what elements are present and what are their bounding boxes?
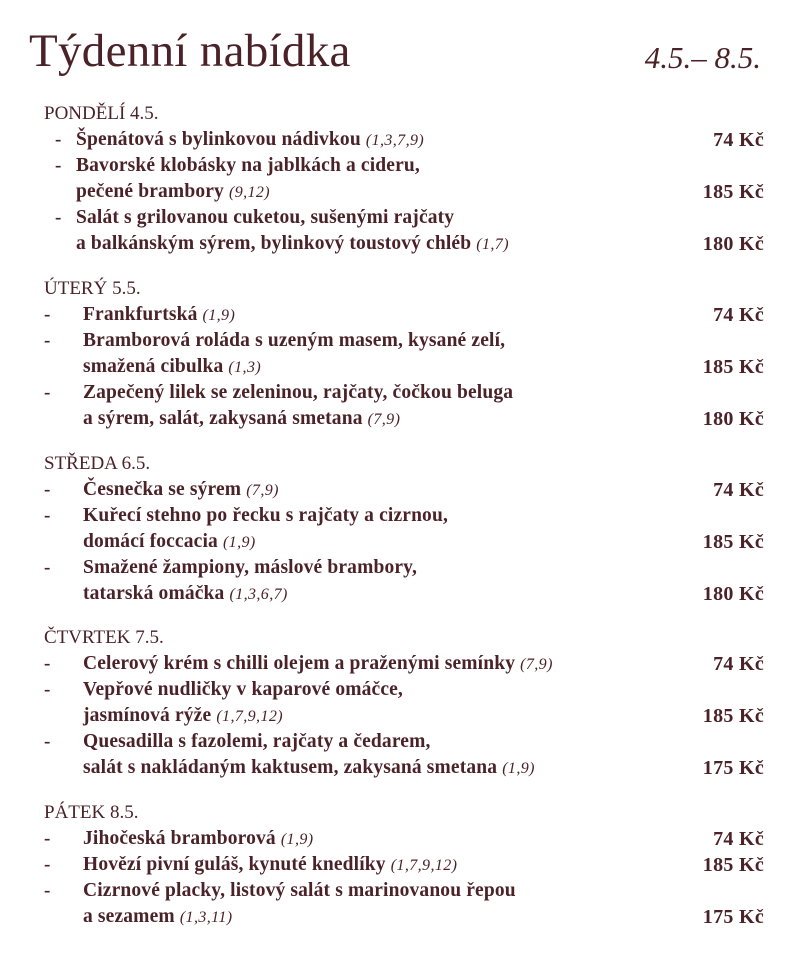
item-allergens: (9,12) (228, 184, 271, 201)
item-dash: - (44, 653, 51, 674)
item-name-text: Smažené žampiony, máslové brambory, (83, 557, 418, 578)
item-price: 74 Kč (713, 653, 764, 675)
item-name-line (83, 653, 553, 675)
item-name-text: a sýrem, salát, zakysaná smetana (83, 408, 363, 429)
item-name-text: Česnečka se sýrem (83, 479, 242, 500)
item-price: 180 Kč (702, 233, 764, 255)
item-name-text: Kuřecí stehno po řecku s rajčaty a cizrnou, (83, 505, 448, 526)
item-name-line (76, 181, 270, 203)
day-header: ČTVRTEK 7.5. (44, 627, 164, 648)
item-name-text: Bramborová roláda s uzeným masem, kysané zelí, (83, 330, 506, 351)
item-price: 180 Kč (702, 408, 764, 430)
item-allergens: (1,9) (280, 831, 314, 848)
item-allergens: (1,7) (476, 236, 509, 253)
item-name-text: domácí foccacia (83, 531, 218, 552)
item-dash: - (55, 155, 62, 176)
item-name-text: jasmínová rýže (83, 705, 212, 726)
item-price: 74 Kč (713, 828, 764, 850)
item-price: 74 Kč (713, 479, 764, 501)
item-price: 185 Kč (702, 356, 764, 378)
item-name-line (83, 330, 505, 352)
item-dash: - (44, 880, 51, 901)
item-name-text: Celerový krém s chilli olejem a praženými semínky (83, 653, 516, 674)
item-name-text: Salát s grilovanou cuketou, sušenými rajčaty (76, 207, 455, 228)
item-allergens: (1,7,9,12) (390, 857, 458, 874)
item-dash: - (44, 854, 51, 875)
item-name-line (83, 828, 313, 850)
item-dash: - (55, 207, 62, 228)
item-allergens: (7,9) (520, 656, 553, 673)
item-price: 185 Kč (702, 705, 764, 727)
item-dash: - (44, 679, 51, 700)
item-dash: - (44, 731, 51, 752)
item-dash: - (44, 505, 51, 526)
item-name-line (83, 304, 235, 326)
day-header: PÁTEK 8.5. (44, 802, 139, 823)
day-header: STŘEDA 6.5. (44, 453, 151, 474)
page-title: Týdenní nabídka (29, 25, 351, 77)
item-name-text: salát s nakládaným kaktusem, zakysaná smetana (83, 757, 498, 778)
item-name-line (76, 155, 420, 177)
item-allergens: (1,7,9,12) (216, 708, 283, 725)
item-name-line (83, 356, 261, 378)
item-allergens: (1,9) (202, 307, 236, 324)
item-allergens: (1,3,11) (179, 909, 233, 926)
date-range: 4.5.– 8.5. (644, 40, 761, 75)
item-name-text: Špenátová s bylinkovou nádivkou (76, 129, 361, 150)
item-name-line (83, 505, 448, 527)
item-name-line (83, 382, 513, 404)
item-name-text: a balkánským sýrem, bylinkový toustový chléb (76, 233, 472, 254)
item-price: 180 Kč (702, 583, 764, 605)
item-name-line (83, 408, 400, 430)
item-name-line (83, 854, 457, 876)
item-name-line (83, 880, 516, 902)
item-name-text: Hovězí pivní guláš, kynuté knedlíky (83, 854, 386, 875)
item-price: 185 Kč (702, 531, 764, 553)
item-name-line (83, 531, 256, 553)
item-allergens: (1,9) (502, 760, 535, 777)
item-name-text: a sezamem (83, 906, 175, 927)
item-dash: - (44, 382, 51, 403)
item-name-line (76, 129, 424, 151)
item-name-text: pečené brambory (76, 181, 224, 202)
day-header: PONDĚLÍ 4.5. (44, 103, 159, 124)
item-dash: - (44, 330, 51, 351)
item-name-text: Quesadilla s fazolemi, rajčaty a čedarem, (83, 731, 431, 752)
item-price: 185 Kč (702, 181, 764, 203)
item-price: 175 Kč (702, 906, 764, 928)
item-price: 74 Kč (713, 129, 764, 151)
item-name-line (83, 557, 417, 579)
item-name-text: smažená cibulka (83, 356, 224, 377)
item-name-text: Bavorské klobásky na jablkách a cideru, (76, 155, 420, 176)
day-header: ÚTERÝ 5.5. (44, 278, 141, 299)
item-name-text: Frankfurtská (83, 304, 198, 325)
item-name-text: Jihočeská bramborová (83, 828, 276, 849)
item-name-text: Cizrnové placky, listový salát s marinovanou řepou (83, 880, 516, 901)
item-name-line (83, 679, 403, 701)
item-allergens: (1,9) (222, 534, 256, 551)
item-dash: - (44, 479, 51, 500)
item-allergens: (1,3,7,9) (365, 132, 425, 149)
item-name-line (83, 479, 279, 501)
item-allergens: (7,9) (246, 482, 279, 499)
item-allergens: (1,3) (228, 359, 262, 376)
item-name-line (76, 233, 509, 255)
item-price: 185 Kč (702, 854, 764, 876)
item-allergens: (7,9) (367, 411, 401, 428)
item-name-line (83, 731, 431, 753)
item-name-line (83, 757, 535, 779)
item-name-text: tatarská omáčka (83, 583, 225, 604)
item-name-text: Zapečený lilek se zeleninou, rajčaty, čočkou beluga (83, 382, 514, 403)
item-name-line (76, 207, 454, 229)
item-name-line (83, 705, 283, 727)
item-name-line (83, 583, 288, 605)
item-dash: - (44, 304, 51, 325)
item-dash: - (55, 129, 62, 150)
item-name-text: Vepřové nudličky v kaparové omáčce, (83, 679, 403, 700)
item-dash: - (44, 828, 51, 849)
item-price: 175 Kč (702, 757, 764, 779)
item-price: 74 Kč (713, 304, 764, 326)
item-name-line (83, 906, 232, 928)
item-allergens: (1,3,6,7) (229, 586, 288, 603)
item-dash: - (44, 557, 51, 578)
